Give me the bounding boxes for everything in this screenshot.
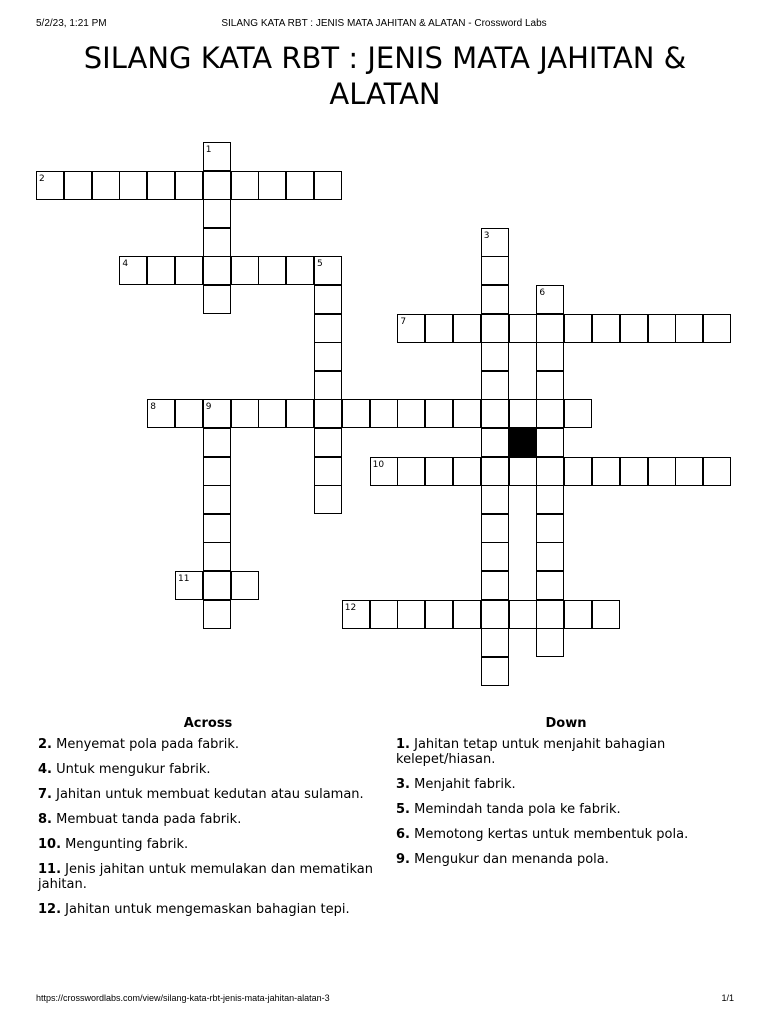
grid-cell[interactable] (231, 171, 259, 200)
across-clue (38, 837, 378, 852)
grid-cell[interactable] (453, 600, 481, 629)
grid-cell[interactable] (536, 485, 564, 514)
clue-number: 10. (38, 837, 62, 852)
grid-cell[interactable] (536, 600, 564, 629)
clue-number: 11. (38, 862, 62, 877)
grid-cell[interactable] (175, 171, 203, 200)
grid-cell[interactable] (620, 457, 648, 486)
grid-cell[interactable] (342, 399, 370, 428)
print-page-title: SILANG KATA RBT : JENIS MATA JAHITAN & ALATAN - Crossword Labs (221, 18, 547, 29)
grid-cell[interactable] (703, 457, 731, 486)
clue-number: 10 (372, 459, 385, 470)
grid-cell[interactable] (481, 571, 509, 600)
clue-number: 11 (178, 574, 190, 584)
grid-cell[interactable] (203, 228, 231, 257)
grid-cell[interactable] (203, 256, 231, 285)
clue-number: 9 (205, 402, 212, 413)
grid-cell[interactable] (481, 342, 509, 371)
grid-cell[interactable] (203, 600, 231, 629)
clue-number: 8 (150, 402, 156, 413)
across-clue (38, 902, 378, 917)
grid-cell[interactable] (509, 457, 537, 486)
clue-number: 4 (122, 259, 129, 270)
clue-text: Menyemat pola pada fabrik. (56, 737, 240, 752)
grid-cell[interactable] (314, 285, 342, 314)
grid-cell[interactable] (564, 600, 592, 629)
grid-cell[interactable] (36, 171, 64, 200)
grid-cell[interactable] (592, 457, 620, 486)
clue-number: 2. (38, 737, 52, 752)
across-clue (38, 762, 378, 777)
grid-cell[interactable] (314, 342, 342, 371)
grid-cell[interactable] (64, 171, 92, 200)
grid-cell[interactable] (453, 314, 481, 343)
grid-cell[interactable] (536, 628, 564, 657)
clue-text: Memindah tanda pola ke fabrik. (414, 802, 621, 817)
grid-cell[interactable] (481, 600, 509, 629)
clue-text: Jahitan untuk mengemaskan bahagian tepi. (65, 902, 350, 917)
across-clue (38, 812, 378, 827)
print-url: https://crosswordlabs.com/view/silang-kata-rbt-jenis-mata-jahitan-alatan-3 (36, 993, 330, 1003)
grid-cell[interactable] (481, 628, 509, 657)
grid-cell[interactable] (481, 256, 509, 285)
grid-cell[interactable] (675, 314, 703, 343)
grid-cell[interactable] (481, 314, 509, 343)
grid-cell[interactable] (425, 314, 453, 343)
grid-cell[interactable] (286, 171, 314, 200)
grid-cell[interactable] (453, 457, 481, 486)
grid-cell[interactable] (481, 428, 509, 457)
print-datetime: 5/2/23, 1:21 PM (36, 18, 107, 29)
grid-cell[interactable] (481, 371, 509, 400)
grid-block-cell (509, 428, 537, 457)
grid-cell[interactable] (286, 399, 314, 428)
clue-text: Jahitan untuk membuat kedutan atau sulaman. (56, 787, 364, 802)
down-heading: Down (545, 716, 587, 731)
clue-number: 3 (483, 230, 490, 241)
clue-number: 12 (344, 602, 357, 613)
down-clue (396, 737, 736, 767)
grid-cell[interactable] (342, 600, 370, 629)
grid-cell[interactable] (203, 285, 231, 314)
across-heading: Across (183, 716, 233, 731)
grid-cell[interactable] (314, 371, 342, 400)
grid-cell[interactable] (564, 399, 592, 428)
grid-cell[interactable] (203, 571, 231, 600)
grid-cell[interactable] (231, 571, 259, 600)
clue-number: 5. (396, 802, 410, 817)
down-clue (396, 827, 736, 842)
across-clue (38, 737, 378, 752)
grid-cell[interactable] (314, 399, 342, 428)
down-clue (396, 777, 736, 792)
grid-cell[interactable] (481, 457, 509, 486)
grid-cell[interactable] (92, 171, 120, 200)
across-clue (38, 862, 378, 892)
grid-cell[interactable] (203, 199, 231, 228)
grid-cell[interactable] (425, 600, 453, 629)
grid-cell[interactable] (147, 399, 175, 428)
grid-cell[interactable] (370, 600, 398, 629)
grid-cell[interactable] (203, 542, 231, 571)
grid-cell[interactable] (536, 342, 564, 371)
grid-cell[interactable] (119, 256, 147, 285)
crossword-grid (36, 142, 736, 692)
grid-cell[interactable] (231, 256, 259, 285)
grid-cell[interactable] (536, 285, 564, 314)
grid-cell[interactable] (481, 228, 509, 257)
grid-cell[interactable] (175, 399, 203, 428)
clue-number: 3. (396, 777, 410, 792)
grid-cell[interactable] (203, 171, 231, 200)
grid-cell[interactable] (536, 542, 564, 571)
clue-number: 7. (38, 787, 52, 802)
grid-cell[interactable] (592, 314, 620, 343)
grid-cell[interactable] (648, 314, 676, 343)
grid-cell[interactable] (648, 457, 676, 486)
grid-cell[interactable] (286, 256, 314, 285)
grid-cell[interactable] (509, 399, 537, 428)
grid-cell[interactable] (536, 371, 564, 400)
grid-cell[interactable] (481, 542, 509, 571)
puzzle-title: SILANG KATA RBT : JENIS MATA JAHITAN & ALATAN (83, 41, 687, 111)
grid-cell[interactable] (620, 314, 648, 343)
grid-cell[interactable] (314, 485, 342, 514)
grid-cell[interactable] (397, 600, 425, 629)
grid-cell[interactable] (258, 399, 286, 428)
grid-cell[interactable] (564, 314, 592, 343)
grid-cell[interactable] (397, 314, 425, 343)
clue-text: Menjahit fabrik. (414, 777, 516, 792)
grid-cell[interactable] (258, 171, 286, 200)
grid-cell[interactable] (425, 457, 453, 486)
clue-text: Mengunting fabrik. (65, 837, 189, 852)
grid-cell[interactable] (370, 457, 398, 486)
grid-cell[interactable] (370, 399, 398, 428)
grid-cell[interactable] (536, 428, 564, 457)
grid-cell[interactable] (536, 399, 564, 428)
grid-cell[interactable] (481, 514, 509, 543)
across-clues (38, 716, 378, 927)
grid-cell[interactable] (258, 256, 286, 285)
grid-cell[interactable] (314, 314, 342, 343)
grid-cell[interactable] (119, 171, 147, 200)
grid-cell[interactable] (397, 457, 425, 486)
grid-cell[interactable] (203, 399, 231, 428)
down-clue (396, 852, 736, 867)
grid-cell[interactable] (203, 514, 231, 543)
clue-number: 1. (396, 737, 410, 752)
grid-cell[interactable] (675, 457, 703, 486)
grid-cell[interactable] (592, 600, 620, 629)
clue-text: Jenis jahitan untuk memulakan dan mematikan jahitan. (38, 862, 373, 892)
grid-cell[interactable] (481, 285, 509, 314)
clue-number: 7 (400, 316, 407, 327)
across-clue (38, 787, 378, 802)
grid-cell[interactable] (231, 399, 259, 428)
clue-number: 6. (396, 827, 410, 842)
clue-text: Memotong kertas untuk membentuk pola. (414, 827, 689, 842)
grid-cell[interactable] (203, 457, 231, 486)
grid-cell[interactable] (509, 314, 537, 343)
grid-cell[interactable] (453, 399, 481, 428)
grid-cell[interactable] (314, 457, 342, 486)
clue-text: Mengukur dan menanda pola. (414, 852, 609, 867)
grid-cell[interactable] (314, 171, 342, 200)
clue-text: Jahitan tetap untuk menjahit bahagian kelepet/hiasan. (396, 737, 666, 767)
grid-cell[interactable] (536, 571, 564, 600)
clue-number: 8. (38, 812, 52, 827)
grid-cell[interactable] (147, 256, 175, 285)
grid-cell[interactable] (564, 457, 592, 486)
clue-number: 2 (39, 173, 45, 184)
clue-text: Untuk mengukur fabrik. (56, 762, 211, 777)
grid-cell[interactable] (481, 657, 509, 686)
clue-number: 9. (396, 852, 410, 867)
grid-cell[interactable] (314, 428, 342, 457)
down-clues (396, 716, 736, 877)
clue-number: 5 (317, 259, 323, 270)
grid-cell[interactable] (481, 399, 509, 428)
grid-cell[interactable] (175, 571, 203, 600)
clue-number: 4. (38, 762, 52, 777)
clue-number: 6 (539, 288, 546, 298)
grid-cell[interactable] (703, 314, 731, 343)
grid-cell[interactable] (203, 485, 231, 514)
print-page-number: 1/1 (721, 993, 734, 1003)
grid-cell[interactable] (314, 256, 342, 285)
grid-cell[interactable] (147, 171, 175, 200)
grid-cell[interactable] (397, 399, 425, 428)
grid-cell[interactable] (175, 256, 203, 285)
grid-cell[interactable] (509, 600, 537, 629)
grid-cell[interactable] (536, 457, 564, 486)
clue-number: 12. (38, 902, 62, 917)
grid-cell[interactable] (203, 142, 231, 171)
grid-cell[interactable] (536, 514, 564, 543)
grid-cell[interactable] (536, 314, 564, 343)
down-clue (396, 802, 736, 817)
grid-cell[interactable] (203, 428, 231, 457)
grid-cell[interactable] (425, 399, 453, 428)
clue-text: Membuat tanda pada fabrik. (56, 812, 242, 827)
clue-number: 1 (205, 145, 212, 155)
grid-cell[interactable] (481, 485, 509, 514)
